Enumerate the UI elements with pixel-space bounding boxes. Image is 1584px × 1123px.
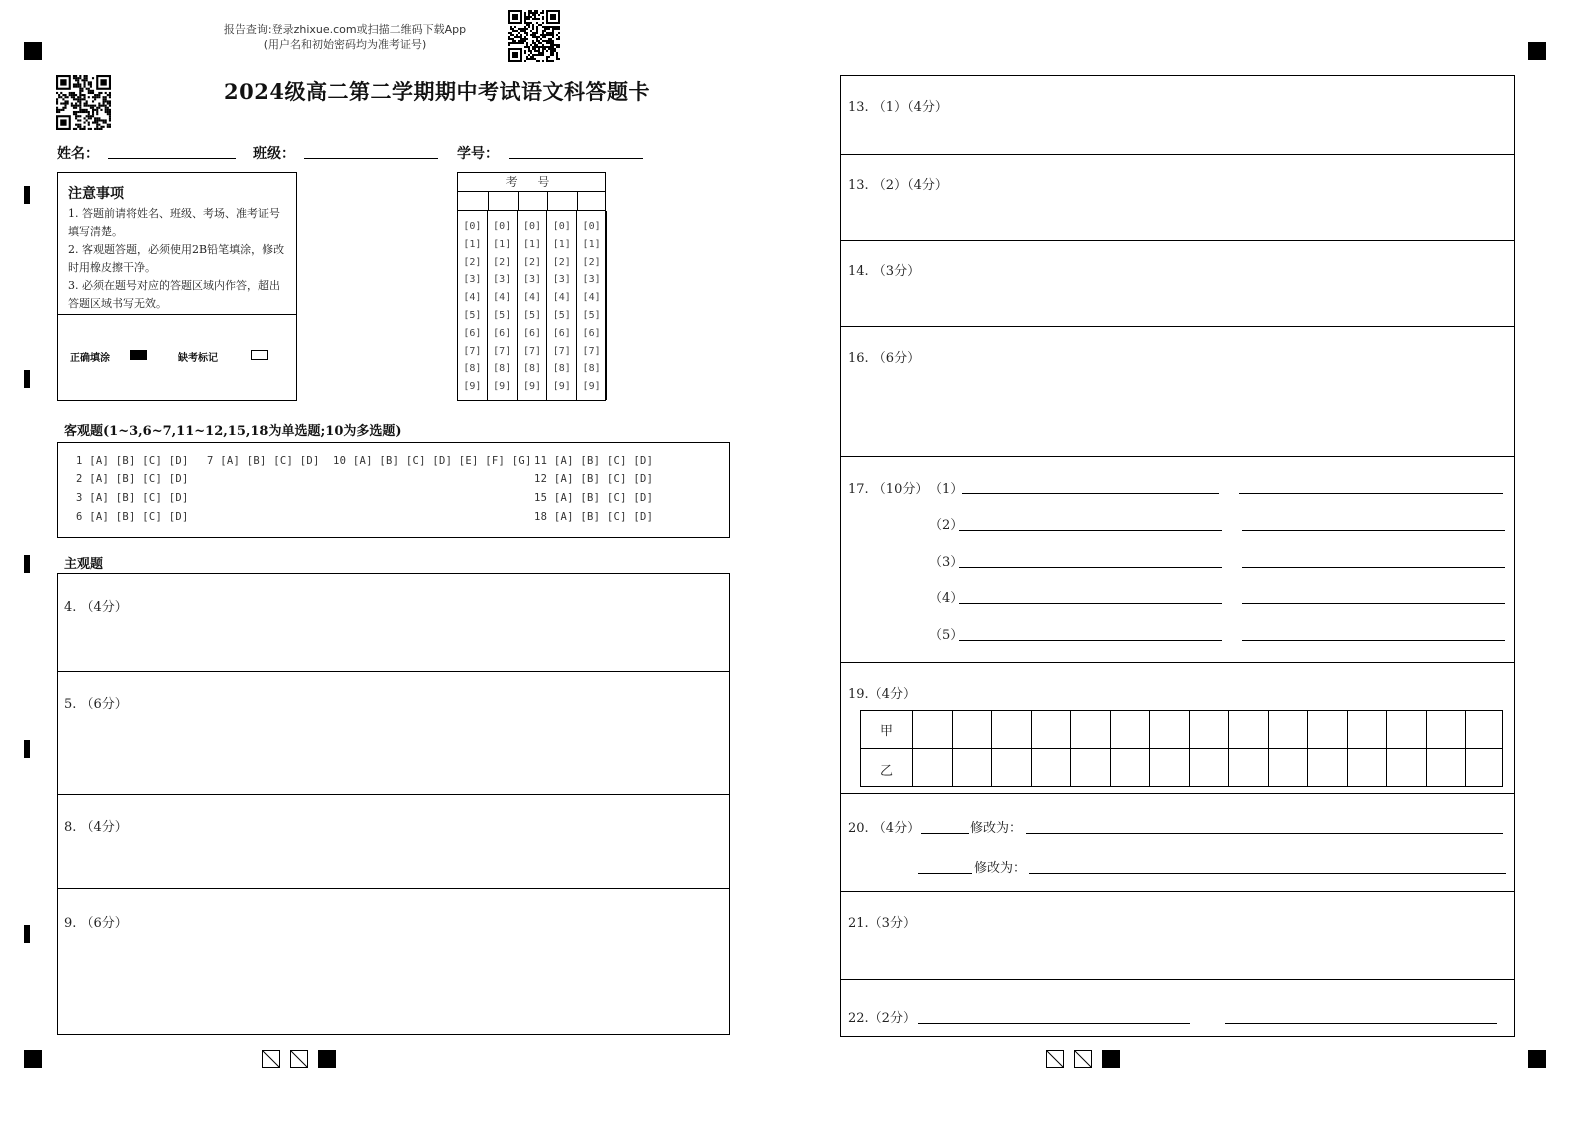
exam-id-bubble[interactable]: [4] bbox=[463, 292, 482, 304]
q19-grid-cell[interactable] bbox=[991, 711, 1031, 786]
corner-mark-bottom-left bbox=[24, 1050, 42, 1068]
question-label: 17. （10分） bbox=[848, 482, 929, 497]
exam-id-bubble[interactable]: [5] bbox=[522, 309, 542, 321]
objective-title: 客观题(1~3,6~7,11~12,15,18为单选题;10为多选题) bbox=[64, 424, 402, 439]
q19-grid-cell[interactable] bbox=[1110, 711, 1150, 786]
question-label: 16. （6分） bbox=[848, 351, 921, 366]
q17-blank[interactable] bbox=[1242, 530, 1505, 531]
question-row[interactable]: 11 [A] [B] [C] [D] bbox=[534, 455, 654, 467]
q17-blank[interactable] bbox=[959, 603, 1222, 604]
exam-id-bubble[interactable]: [2] bbox=[582, 256, 601, 268]
exam-id-write-divider bbox=[547, 192, 548, 211]
answer-divider bbox=[841, 154, 1514, 155]
exam-id-bubble[interactable]: [6] bbox=[552, 327, 571, 339]
q17-blank[interactable] bbox=[1242, 640, 1505, 641]
fill-correct-sample bbox=[130, 350, 147, 360]
fill-correct-label: 正确填涂 bbox=[70, 353, 110, 364]
exam-id-bubble[interactable]: [4] bbox=[582, 292, 601, 304]
q17-blank[interactable] bbox=[1242, 603, 1505, 604]
report-info bbox=[200, 22, 490, 52]
question-row[interactable]: 18 [A] [B] [C] [D] bbox=[534, 511, 654, 523]
page-marks-left bbox=[262, 1050, 338, 1068]
answer-divider bbox=[841, 979, 1514, 980]
exam-id-bubble[interactable]: [7] bbox=[522, 345, 542, 357]
q19-row-label: 乙 bbox=[880, 764, 894, 779]
exam-id-bubble[interactable]: [6] bbox=[582, 327, 601, 339]
exam-id-bubble[interactable]: [7] bbox=[552, 345, 571, 357]
question-label: 14. （3分） bbox=[848, 264, 921, 279]
exam-id-grid bbox=[457, 172, 606, 401]
exam-id-bubble[interactable]: [1] bbox=[552, 238, 571, 250]
exam-id-column bbox=[577, 211, 607, 400]
question-label: 9. （6分） bbox=[64, 916, 128, 931]
q19-grid-cell[interactable] bbox=[1228, 711, 1268, 786]
q17-blank[interactable] bbox=[1239, 493, 1503, 494]
answer-divider bbox=[58, 888, 729, 889]
subjective-box-left bbox=[57, 573, 730, 1035]
answer-divider bbox=[58, 671, 729, 672]
exam-id-bubble[interactable]: [8] bbox=[493, 363, 512, 375]
q20-blank-revised[interactable] bbox=[1026, 833, 1503, 834]
question-label: 13. （2）（4分） bbox=[848, 178, 948, 193]
q19-row-label: 甲 bbox=[880, 724, 894, 739]
timing-mark bbox=[24, 740, 30, 758]
exam-id-bubble[interactable]: [3] bbox=[493, 274, 512, 286]
objective-box bbox=[57, 442, 730, 538]
question-label: 22.（2分） bbox=[848, 1011, 916, 1026]
q19-grid-cell[interactable] bbox=[1070, 711, 1110, 786]
exam-id-bubble[interactable]: [6] bbox=[522, 327, 542, 339]
q17-part-label: （4） bbox=[929, 591, 964, 606]
question-row[interactable]: 15 [A] [B] [C] [D] bbox=[534, 492, 654, 504]
exam-id-bubble[interactable]: [9] bbox=[522, 381, 542, 393]
q19-grid-cell[interactable] bbox=[1031, 711, 1071, 786]
exam-id-column bbox=[488, 211, 518, 400]
q22-blank[interactable] bbox=[1225, 1023, 1497, 1024]
q19-grid-cell[interactable] bbox=[1268, 711, 1308, 786]
exam-id-bubble[interactable]: [8] bbox=[582, 363, 601, 375]
q19-grid-cell[interactable] bbox=[952, 711, 992, 786]
exam-id-bubble[interactable]: [0] bbox=[552, 221, 571, 232]
exam-id-bubble[interactable]: [4] bbox=[522, 292, 542, 304]
answer-divider bbox=[841, 891, 1514, 892]
page-title: 2024级高二第二学期期中考试语文科答题卡 bbox=[224, 79, 650, 104]
question-row[interactable]: 12 [A] [B] [C] [D] bbox=[534, 473, 654, 485]
exam-id-caption: 考 号 bbox=[458, 173, 605, 192]
exam-id-bubble[interactable]: [2] bbox=[552, 256, 571, 268]
q17-part-label: （1） bbox=[929, 482, 964, 497]
timing-mark bbox=[24, 370, 30, 388]
q19-grid-cell[interactable] bbox=[1189, 711, 1229, 786]
exam-id-bubble[interactable]: [3] bbox=[582, 274, 601, 286]
exam-id-bubble[interactable]: [8] bbox=[463, 363, 482, 375]
exam-id-bubble[interactable]: [0] bbox=[463, 221, 482, 232]
timing-mark bbox=[24, 186, 30, 204]
page-marks-right bbox=[1046, 1050, 1122, 1068]
question-label: 13. （1）（4分） bbox=[848, 100, 948, 115]
notice-divider bbox=[58, 314, 296, 315]
question-row[interactable]: 2 [A] [B] [C] [D] bbox=[76, 473, 189, 485]
exam-id-column bbox=[547, 211, 577, 400]
timing-mark bbox=[24, 555, 30, 573]
exam-id-write-divider bbox=[577, 192, 578, 211]
exam-id-column bbox=[458, 211, 488, 400]
exam-id-bubble[interactable]: [0] bbox=[522, 221, 542, 232]
question-label: 19.（4分） bbox=[848, 687, 916, 702]
question-row[interactable]: 10 [A] [B] [C] [D] [E] [F] [G] bbox=[333, 455, 532, 467]
timing-mark bbox=[24, 925, 30, 943]
exam-id-bubble[interactable]: [1] bbox=[493, 238, 512, 250]
corner-mark-bottom-right bbox=[1528, 1050, 1546, 1068]
question-label: 4. （4分） bbox=[64, 600, 128, 615]
q19-grid-cell[interactable] bbox=[1347, 711, 1387, 786]
question-label: 5. （6分） bbox=[64, 697, 128, 712]
exam-id-bubble[interactable]: [9] bbox=[582, 381, 601, 393]
exam-id-bubble[interactable]: [5] bbox=[463, 309, 482, 321]
question-label: 20. （4分） bbox=[848, 821, 921, 836]
q19-grid-cell[interactable] bbox=[1386, 711, 1426, 786]
student-id-label: 学号： bbox=[457, 146, 499, 162]
q17-part-label: （3） bbox=[929, 555, 964, 570]
exam-id-bubble[interactable]: [2] bbox=[493, 256, 512, 268]
exam-id-bubble[interactable]: [9] bbox=[552, 381, 571, 393]
exam-id-bubble[interactable]: [4] bbox=[552, 292, 571, 304]
q20-blank-original[interactable] bbox=[918, 873, 972, 874]
report-line-2: (用户名和初始密码均为准考证号) bbox=[263, 38, 427, 51]
question-row[interactable]: 7 [A] [B] [C] [D] bbox=[207, 455, 320, 467]
absent-mark-checkbox[interactable] bbox=[251, 350, 268, 360]
answer-divider bbox=[841, 662, 1514, 663]
answer-divider bbox=[841, 793, 1514, 794]
notice-item: 3. 必须在题号对应的答题区域内作答，超出答题区域书写无效。 bbox=[68, 279, 280, 310]
report-line-1: 报告查询:登录zhixue.com或扫描二维码下载App bbox=[223, 23, 467, 36]
q20-blank-revised[interactable] bbox=[1029, 873, 1506, 874]
exam-id-bubble[interactable]: [2] bbox=[463, 256, 482, 268]
answer-divider bbox=[841, 326, 1514, 327]
notice-item: 1. 答题前请将姓名、班级、考场、准考证号填写清楚。 bbox=[68, 207, 280, 238]
q19-grid-cell[interactable] bbox=[912, 711, 952, 786]
question-row[interactable]: 6 [A] [B] [C] [D] bbox=[76, 511, 189, 523]
answer-divider bbox=[841, 240, 1514, 241]
notice-box bbox=[57, 172, 297, 401]
class-field[interactable] bbox=[304, 142, 438, 159]
subjective-box-right bbox=[840, 75, 1515, 1037]
name-label: 姓名： bbox=[57, 146, 99, 162]
exam-id-bubble[interactable]: [8] bbox=[522, 363, 542, 375]
exam-id-bubble[interactable]: [5] bbox=[493, 309, 512, 321]
exam-id-write-row bbox=[458, 192, 605, 211]
q17-blank[interactable] bbox=[959, 530, 1222, 531]
question-label: 8. （4分） bbox=[64, 820, 128, 835]
question-label: 21.（3分） bbox=[848, 916, 916, 931]
exam-id-bubble[interactable]: [4] bbox=[493, 292, 512, 304]
q20-change-label: 修改为： bbox=[970, 821, 1023, 836]
exam-id-bubble[interactable]: [7] bbox=[463, 345, 482, 357]
question-row[interactable]: 3 [A] [B] [C] [D] bbox=[76, 492, 189, 504]
exam-id-bubble[interactable]: [8] bbox=[552, 363, 571, 375]
answer-divider bbox=[841, 456, 1514, 457]
exam-id-bubble[interactable]: [9] bbox=[463, 381, 482, 393]
name-field[interactable] bbox=[108, 142, 236, 159]
subjective-title: 主观题 bbox=[64, 557, 104, 572]
exam-id-bubble[interactable]: [5] bbox=[552, 309, 571, 321]
q17-part-label: （2） bbox=[929, 518, 964, 533]
exam-id-column bbox=[518, 211, 548, 400]
q22-blank[interactable] bbox=[918, 1023, 1190, 1024]
q17-part-label: （5） bbox=[929, 628, 964, 643]
exam-id-bubble[interactable]: [1] bbox=[582, 238, 601, 250]
absent-mark-label: 缺考标记 bbox=[178, 353, 218, 364]
exam-id-bubble[interactable]: [6] bbox=[463, 327, 482, 339]
qr-code-icon[interactable] bbox=[56, 75, 111, 130]
exam-id-bubble[interactable]: [2] bbox=[522, 256, 542, 268]
q19-grid-cell[interactable] bbox=[1465, 711, 1505, 786]
exam-id-bubble[interactable]: [0] bbox=[493, 221, 512, 232]
q19-grid-cell[interactable] bbox=[1307, 711, 1347, 786]
q19-grid-cell[interactable] bbox=[1426, 711, 1466, 786]
q19-grid bbox=[860, 710, 1503, 787]
q17-blank[interactable] bbox=[962, 493, 1219, 494]
student-id-field[interactable] bbox=[509, 142, 643, 159]
notice-item: 2. 客观题答题，必须使用2B铅笔填涂，修改时用橡皮擦干净。 bbox=[68, 243, 285, 274]
q20-blank-original[interactable] bbox=[921, 833, 969, 834]
q19-grid-cell[interactable] bbox=[1149, 711, 1189, 786]
q17-blank[interactable] bbox=[1242, 567, 1505, 568]
notice-title: 注意事项 bbox=[68, 186, 124, 202]
exam-id-bubble[interactable]: [9] bbox=[493, 381, 512, 393]
question-row[interactable]: 1 [A] [B] [C] [D] bbox=[76, 455, 189, 467]
exam-id-bubble[interactable]: [3] bbox=[463, 274, 482, 286]
exam-id-bubble[interactable]: [0] bbox=[582, 221, 601, 232]
qr-code-icon[interactable] bbox=[508, 10, 560, 62]
exam-id-bubble[interactable]: [7] bbox=[582, 345, 601, 357]
class-label: 班级： bbox=[253, 146, 295, 162]
exam-id-bubble[interactable]: [3] bbox=[552, 274, 571, 286]
exam-id-bubble[interactable]: [5] bbox=[582, 309, 601, 321]
q17-blank[interactable] bbox=[959, 640, 1222, 641]
q17-blank[interactable] bbox=[959, 567, 1222, 568]
corner-mark-top-right bbox=[1528, 42, 1546, 60]
exam-id-write-divider bbox=[488, 192, 489, 211]
exam-id-bubble[interactable]: [1] bbox=[463, 238, 482, 250]
q20-change-label: 修改为： bbox=[974, 861, 1027, 876]
corner-mark-top-left bbox=[24, 42, 42, 60]
exam-id-write-divider bbox=[518, 192, 519, 211]
exam-id-bubble[interactable]: [3] bbox=[522, 274, 542, 286]
answer-divider bbox=[58, 794, 729, 795]
exam-id-bubble[interactable]: [1] bbox=[522, 238, 542, 250]
exam-id-bubble[interactable]: [6] bbox=[493, 327, 512, 339]
exam-id-bubble[interactable]: [7] bbox=[493, 345, 512, 357]
